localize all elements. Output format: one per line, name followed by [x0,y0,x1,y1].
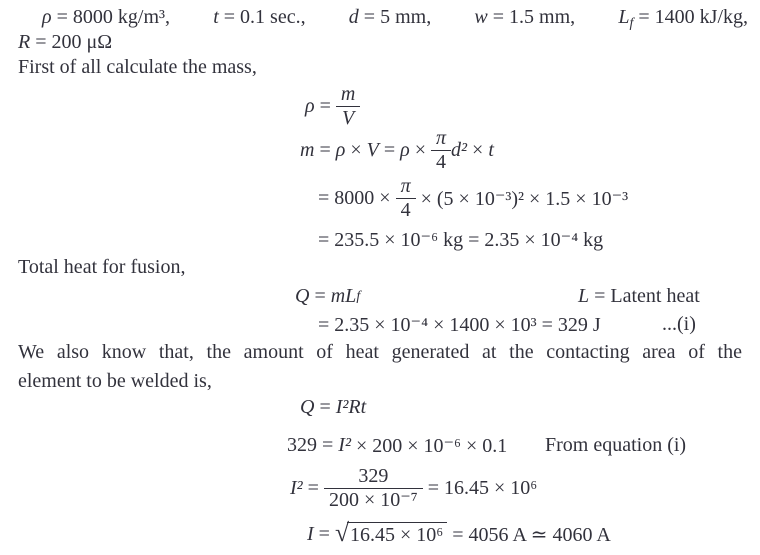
given-density [42,6,170,32]
math-segment: t [488,139,494,161]
math-fraction: $\frac{329}{\text{200 × 10⁻⁷}}$ [324,466,423,511]
sqrt-argument: 16.45 × 10⁶ [347,522,447,547]
math-segment: = Latent heat [589,285,700,307]
math-segment: f [629,15,634,31]
math-segment: t [213,6,219,28]
equation-heat-value [318,312,601,337]
math-segment: L [578,285,590,307]
math-segment: f [356,288,361,304]
equation-mass-result [318,227,603,252]
math-segment: ρ [400,139,410,161]
math-fraction: $\frac{\pi}{4}$ [396,176,416,221]
math-segment: = [309,285,331,307]
math-segment: L [618,6,630,28]
prose-we-also-line1: We also know that, the amount of heat generated at the contacting area of the [18,341,742,363]
math-segment: From equation (i) [545,434,687,456]
math-fraction: $\frac{m}{V}$ [336,84,360,129]
equation-from-note [545,434,686,457]
math-segment: ...(i) [662,313,696,335]
math-segment: V [366,139,379,161]
math-segment: × [409,139,432,161]
math-segment: 329 = [287,434,339,456]
math-segment: = 0.1 sec., [218,6,306,28]
math-segment: = 8000 kg/m³, [51,6,170,28]
math-segment: ρ [335,139,346,161]
equation-joule-heating [300,396,366,419]
given-width [474,6,575,32]
equation-current-result [307,518,611,547]
math-segment: ρ [42,6,52,28]
equation-density-definition [305,84,360,129]
math-segment: = 2.35 × 10⁻⁴ × 1400 × 10³ = 329 J [318,314,601,336]
math-segment: I² [290,477,303,499]
math-sqrt [334,518,447,547]
math-segment: R [18,31,31,53]
math-segment: Q [295,285,310,307]
math-segment: = 16.45 × 10⁶ [422,477,538,499]
math-segment: = 200 μΩ [30,31,113,53]
math-segment: = 235.5 × 10⁻⁶ kg = 2.35 × 10⁻⁴ kg [318,229,604,251]
math-segment: = [314,95,336,117]
math-segment: ρ [305,95,315,117]
math-segment: = [314,396,336,418]
equation-current-squared [290,466,537,511]
equation-latent-note [578,285,700,308]
math-segment: = [378,139,401,161]
math-segment: = [314,139,336,161]
math-segment: w [474,6,488,28]
equation-heat-fusion [295,285,360,308]
equation-329-substitution [287,433,507,458]
math-segment: = 1400 kJ/kg, [633,6,748,28]
given-diameter [349,6,431,32]
math-segment: Q [300,396,315,418]
math-segment: × [467,139,489,161]
math-segment: mL [330,285,357,307]
sqrt-icon: √ [334,518,349,547]
given-resistance-line [18,31,112,54]
math-fraction: $\frac{\pi}{4}$ [431,128,451,173]
math-segment: = 1.5 mm, [487,6,576,28]
math-segment: d² [451,139,468,161]
math-segment: = 4056 A ≃ 4060 A [447,524,611,546]
math-segment: I² [338,434,351,456]
math-segment: × [345,139,367,161]
prose-we-also-line2: element to be welded is, [18,370,212,392]
math-segment: m [300,139,315,161]
given-latent-heat [618,6,748,32]
math-segment: × 200 × 10⁻⁶ × 0.1 [350,435,508,457]
prose-total-heat-line: Total heat for fusion, [18,256,186,278]
equation-mass-formula [300,128,494,173]
math-segment: I²Rt [335,396,367,418]
equation-mass-substitution [318,176,628,221]
math-segment: I [307,523,314,545]
equation-i-label [662,313,696,336]
given-time [213,6,305,32]
prose-first-line: First of all calculate the mass, [18,56,257,78]
math-segment: d [348,6,359,28]
math-segment: = [313,523,335,545]
math-segment: = [302,477,324,499]
math-segment: = 8000 × [318,187,396,209]
given-values-line [42,6,748,32]
math-segment: × (5 × 10⁻³)² × 1.5 × 10⁻³ [415,188,629,210]
math-segment: = 5 mm, [358,6,432,28]
